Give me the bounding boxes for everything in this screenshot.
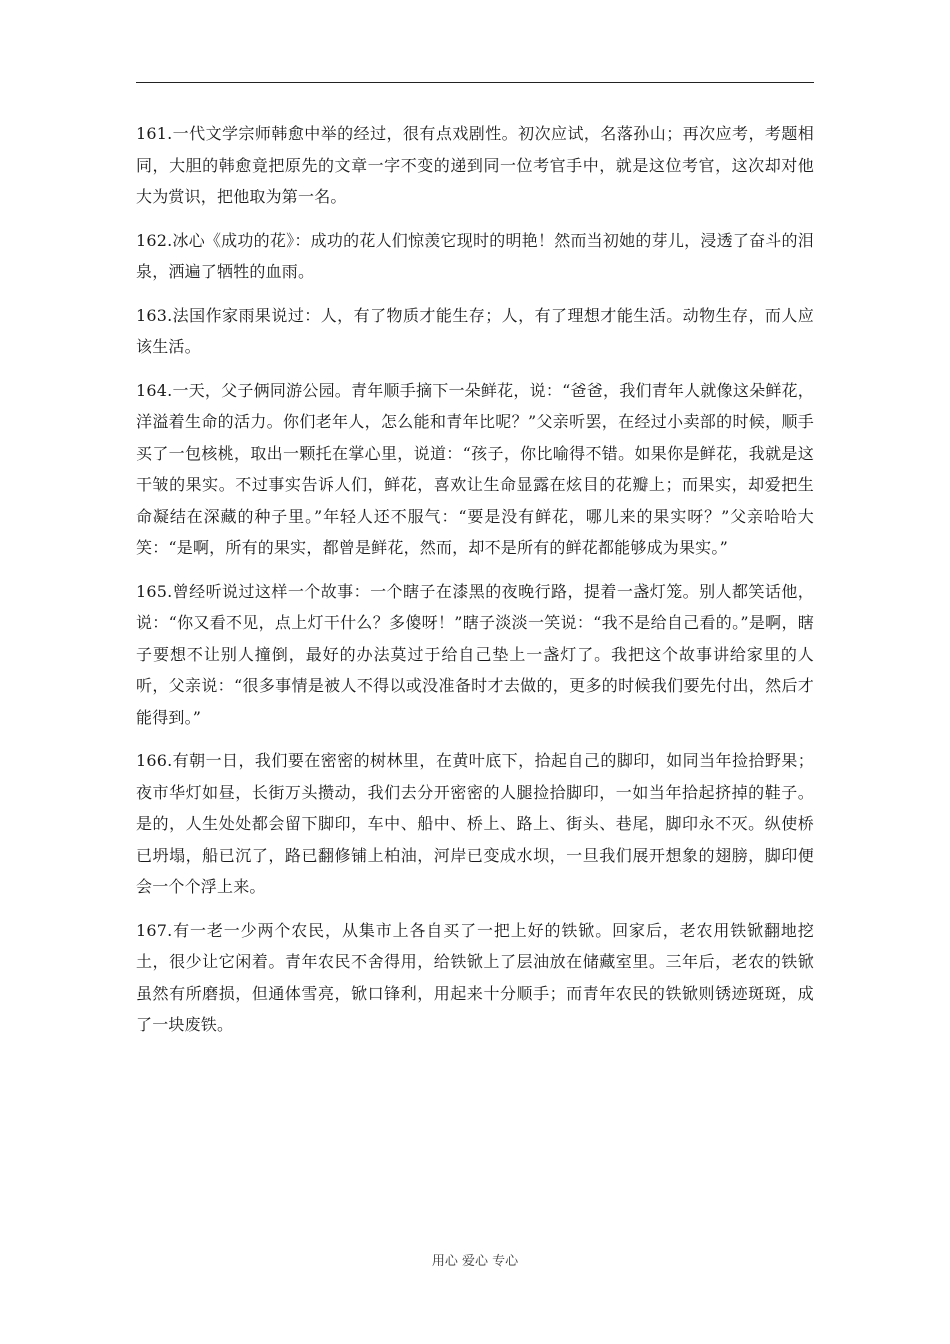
page-footer: 用心 爱心 专心 <box>431 1254 519 1269</box>
paragraph-167: 167.有一老一少两个农民，从集市上各自买了一把上好的铁锨。回家后，老农用铁锨翻地挖土，很少让它闲着。青年农民不舍得用，给铁锨上了层油放在储藏室里。三年后，老农的铁锨虽然有所磨损，但通体雪亮，锨口锋利，用起来十分顺手；而青年农民的铁锨则锈迹斑斑，成了一块废铁。 <box>136 920 814 1034</box>
paragraph-162: 162.冰心《成功的花》：成功的花人们惊羡它现时的明艳！然而当初她的芽儿，浸透了奋斗的泪泉，洒遍了牺牲的血雨。 <box>136 230 814 281</box>
paragraph-163: 163.法国作家雨果说过：人，有了物质才能生存；人，有了理想才能生活。动物生存，而人应该生活。 <box>136 305 814 356</box>
paragraph-164: 164.一天，父子俩同游公园。青年顺手摘下一朵鲜花，说：“爸爸，我们青年人就像这朵鲜花，洋溢着生命的活力。你们老年人，怎么能和青年比呢？”父亲听罢，在经过小卖部的时候，顺手买了一包核桃，取出一颗托在掌心里，说道：“孩子，你比喻得不错。如果你是鲜花，我就是这干皱的果实。不过事实告诉人们，鲜花，喜欢让生命显露在炫目的花瓣上；而果实，却爱把生命凝结在深藏的种子里。”年轻人还不服气：“要是没有鲜花，哪儿来的果实呀？”父亲哈哈大笑：“是啊，所有的果实，都曾是鲜花，然而，却不是所有的鲜花都能够成为果实。” <box>136 380 814 557</box>
paragraph-166: 166.有朝一日，我们要在密密的树林里，在黄叶底下，拾起自己的脚印，如同当年捡拾野果；夜市华灯如昼，长街万头攒动，我们去分开密密的人腿捡拾脚印，一如当年拾起挤掉的鞋子。是的，人生处处都会留下脚印，车中、船中、桥上、路上、街头、巷尾，脚印永不灭。纵使桥已坍塌，船已沉了，路已翻修铺上柏油，河岸已变成水坝，一旦我们展开想象的翅膀，脚印便会一个个浮上来。 <box>136 751 814 896</box>
header-rule <box>136 82 814 83</box>
document-body <box>136 118 814 1053</box>
paragraph-161: 161.一代文学宗师韩愈中举的经过，很有点戏剧性。初次应试，名落孙山；再次应考，考题相同，大胆的韩愈竟把原先的文章一字不变的递到同一位考官手中，就是这位考官，这次却对他大为赏识，把他取为第一名。 <box>136 124 814 206</box>
paragraph-165: 165.曾经听说过这样一个故事：一个瞎子在漆黑的夜晚行路，提着一盏灯笼。别人都笑话他，说：“你又看不见，点上灯干什么？多傻呀！”瞎子淡淡一笑说：“我不是给自己看的。”是啊，瞎子要想不让别人撞倒，最好的办法莫过于给自己垫上一盏灯了。我把这个故事讲给家里的人听，父亲说：“很多事情是被人不得以或没准备时才去做的，更多的时候我们要先付出，然后才能得到。” <box>136 581 814 727</box>
